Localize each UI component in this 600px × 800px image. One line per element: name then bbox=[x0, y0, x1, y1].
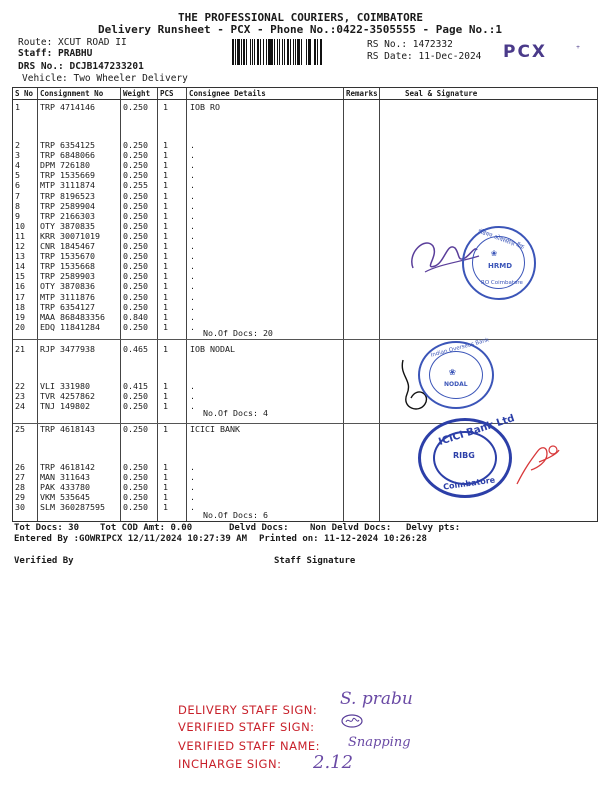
row-consignee-mark: . bbox=[190, 401, 195, 412]
row-weight: 0.250 bbox=[123, 241, 148, 251]
row-pcs: 1 bbox=[163, 200, 168, 211]
delivery-points: Delvy pts: bbox=[406, 523, 461, 533]
printed-on: Printed on: 11-12-2024 10:26:28 bbox=[259, 534, 427, 544]
row-consignment-no: MTP 3111874 bbox=[40, 180, 95, 191]
row-consignment-no: TRP 1535668 bbox=[40, 261, 95, 272]
row-consignment-no: TRP 8196523 bbox=[40, 190, 95, 201]
row-pcs: 1 bbox=[163, 251, 168, 262]
row-sno: 23 bbox=[15, 391, 25, 402]
verified-by-label: Verified By bbox=[14, 556, 74, 566]
row-consignee-mark: . bbox=[190, 462, 195, 472]
delivery-staff-handwritten: S. prabu bbox=[340, 689, 413, 709]
row-weight: 0.250 bbox=[123, 391, 148, 402]
staff-label: Staff: PRABHU bbox=[18, 48, 93, 59]
row-sno: 22 bbox=[15, 381, 25, 391]
col-remarks: Remarks bbox=[346, 89, 378, 98]
row-consignee-mark: . bbox=[190, 482, 195, 493]
row-weight: 0.250 bbox=[123, 160, 148, 171]
row-consignee-mark: . bbox=[190, 170, 195, 181]
row-consignee-mark: . bbox=[190, 291, 195, 302]
verified-staff-sign-label: VERIFIED STAFF SIGN: bbox=[178, 720, 315, 734]
route-label: Route: XCUT ROAD II bbox=[18, 37, 127, 48]
row-pcs: 1 bbox=[163, 344, 168, 354]
incharge-sign-label: INCHARGE SIGN: bbox=[178, 757, 282, 771]
row-pcs: 1 bbox=[163, 301, 168, 312]
row-sno: 12 bbox=[15, 241, 25, 251]
row-weight: 0.250 bbox=[123, 220, 148, 231]
row-weight: 0.250 bbox=[123, 140, 148, 150]
icici-ring: ICICI Bank Ltd bbox=[437, 413, 517, 448]
company-name: THE PROFESSIONAL COURIERS, COIMBATORE bbox=[178, 11, 424, 24]
row-weight: 0.250 bbox=[123, 281, 148, 292]
row-consignee-mark: . bbox=[190, 241, 195, 251]
row-consignee-mark: . bbox=[190, 271, 195, 282]
row-pcs: 1 bbox=[163, 140, 168, 150]
rs-date: RS Date: 11-Dec-2024 bbox=[367, 51, 482, 62]
row-consignment-no: TRP 4618142 bbox=[40, 462, 95, 472]
row-sno: 29 bbox=[15, 492, 25, 503]
drs-number: DRS No.: DCJB147233201 bbox=[18, 61, 144, 72]
row-consignment-no: MTP 3111876 bbox=[40, 291, 95, 302]
row-consignment-no: TRP 2589904 bbox=[40, 200, 95, 211]
row-consignment-no: TRP 6354125 bbox=[40, 140, 95, 150]
row-consignee-mark: . bbox=[190, 210, 195, 221]
icici-stamp bbox=[418, 413, 517, 498]
row-sno: 15 bbox=[15, 271, 25, 282]
row-sno: 13 bbox=[15, 251, 25, 262]
row-consignee-mark: . bbox=[190, 301, 195, 312]
row-consignment-no: MAA 868483356 bbox=[40, 311, 105, 322]
row-weight: 0.250 bbox=[123, 502, 148, 513]
row-pcs: 1 bbox=[163, 170, 168, 181]
row-weight: 0.415 bbox=[123, 381, 148, 391]
runsheet-table bbox=[12, 87, 598, 522]
row-consignment-no: TVR 4257862 bbox=[40, 391, 95, 402]
row-consignment-no: TRP 4618143 bbox=[40, 424, 95, 434]
total-docs: Tot Docs: 30 bbox=[14, 523, 80, 533]
col-pcs: PCS bbox=[160, 89, 174, 98]
row-sno: 5 bbox=[15, 170, 20, 181]
iob-logo-icon: ❀ bbox=[491, 248, 498, 259]
row-sno: 4 bbox=[15, 160, 20, 171]
row-pcs: 1 bbox=[163, 281, 168, 292]
row-consignment-no: TNJ 149802 bbox=[40, 401, 90, 412]
row-weight: 0.250 bbox=[123, 401, 148, 412]
row-weight: 0.250 bbox=[123, 150, 148, 161]
iob-ro-stamp bbox=[462, 226, 536, 300]
row-weight: 0.250 bbox=[123, 301, 148, 312]
row-sno: 24 bbox=[15, 401, 25, 412]
row-sno: 11 bbox=[15, 230, 25, 241]
icici-bottom: Coimbatore bbox=[442, 475, 496, 492]
row-pcs: 1 bbox=[163, 150, 168, 161]
row-consignee-name: IOB NODAL bbox=[190, 344, 235, 354]
row-sno: 7 bbox=[15, 190, 20, 201]
row-weight: 0.250 bbox=[123, 200, 148, 211]
row-sno: 1 bbox=[15, 102, 20, 112]
row-consignment-no: OTY 3870836 bbox=[40, 281, 95, 292]
row-weight: 0.465 bbox=[123, 344, 148, 354]
icici-mid: RIBG bbox=[453, 451, 475, 460]
row-consignment-no: TRP 1535669 bbox=[40, 170, 95, 181]
row-sno: 27 bbox=[15, 472, 25, 483]
iob-nodal-logo-icon: ❀ bbox=[449, 365, 456, 378]
row-consignee-mark: . bbox=[190, 140, 195, 150]
row-consignee-name: IOB RO bbox=[190, 102, 220, 112]
iob-ro-code: HRMD bbox=[488, 262, 513, 270]
row-consignment-no: RJP 3477938 bbox=[40, 344, 95, 354]
row-consignment-no: TRP 6354127 bbox=[40, 301, 95, 312]
row-sno: 21 bbox=[15, 344, 25, 354]
row-sno: 16 bbox=[15, 281, 25, 292]
row-consignment-no: TRP 2166303 bbox=[40, 210, 95, 221]
row-sno: 6 bbox=[15, 180, 20, 191]
col-consignment: Consignment No bbox=[40, 89, 104, 98]
staff-signature-label: Staff Signature bbox=[274, 556, 356, 566]
row-consignment-no: MAN 311643 bbox=[40, 472, 90, 483]
non-delivered-docs: Non Delvd Docs: bbox=[310, 523, 392, 533]
row-pcs: 1 bbox=[163, 502, 168, 513]
row-pcs: 1 bbox=[163, 462, 168, 472]
group-doc-count: No.Of Docs: 4 bbox=[203, 408, 268, 418]
iob-nodal-ring: Indian Overseas Bank bbox=[430, 337, 490, 359]
row-consignee-mark: . bbox=[190, 321, 195, 332]
row-pcs: 1 bbox=[163, 401, 168, 412]
iob-ro-ring: RO Coimbatore bbox=[481, 280, 523, 286]
delivery-staff-sign-label: DELIVERY STAFF SIGN: bbox=[178, 703, 318, 717]
row-sno: 26 bbox=[15, 462, 25, 472]
pcx-logo: PCX bbox=[503, 42, 548, 62]
row-consignee-mark: . bbox=[190, 160, 195, 171]
row-weight: 0.840 bbox=[123, 311, 148, 322]
row-weight: 0.250 bbox=[123, 190, 148, 201]
row-consignment-no: VLI 331980 bbox=[40, 381, 90, 391]
row-consignee-mark: . bbox=[190, 180, 195, 191]
col-sno: S No bbox=[15, 89, 34, 98]
row-pcs: 1 bbox=[163, 482, 168, 493]
row-weight: 0.250 bbox=[123, 261, 148, 272]
row-pcs: 1 bbox=[163, 220, 168, 231]
row-pcs: 1 bbox=[163, 271, 168, 282]
row-sno: 3 bbox=[15, 150, 20, 161]
row-sno: 2 bbox=[15, 140, 20, 150]
row-sno: 10 bbox=[15, 220, 25, 231]
row-weight: 0.250 bbox=[123, 170, 148, 181]
row-pcs: 1 bbox=[163, 321, 168, 332]
row-pcs: 1 bbox=[163, 391, 168, 402]
row-weight: 0.250 bbox=[123, 210, 148, 221]
row-consignment-no: PAK 433780 bbox=[40, 482, 90, 493]
row-consignment-no: DPM 726180 bbox=[40, 160, 90, 171]
row-sno: 14 bbox=[15, 261, 25, 272]
row-sno: 30 bbox=[15, 502, 25, 513]
row-consignee-mark: . bbox=[190, 381, 195, 391]
row-consignment-no: TRP 4714146 bbox=[40, 102, 95, 112]
row-pcs: 1 bbox=[163, 261, 168, 272]
row-consignee-name: ICICI BANK bbox=[190, 424, 240, 434]
entered-by: Entered By :GOWRIPCX 12/11/2024 10:27:39 AM bbox=[14, 534, 247, 544]
row-weight: 0.250 bbox=[123, 424, 148, 434]
col-weight: Weight bbox=[123, 89, 151, 98]
row-sno: 20 bbox=[15, 321, 25, 332]
iob-nodal-stamp bbox=[418, 337, 494, 409]
row-pcs: 1 bbox=[163, 160, 168, 171]
row-weight: 0.250 bbox=[123, 462, 148, 472]
row-consignee-mark: . bbox=[190, 311, 195, 322]
row-pcs: 1 bbox=[163, 230, 168, 241]
verified-staff-initials bbox=[340, 713, 364, 729]
verified-staff-name-handwritten: Snapping bbox=[348, 735, 411, 750]
group-doc-count: No.Of Docs: 20 bbox=[203, 328, 273, 338]
barcode bbox=[232, 39, 323, 65]
row-pcs: 1 bbox=[163, 472, 168, 483]
row-sno: 8 bbox=[15, 200, 20, 211]
row-weight: 0.250 bbox=[123, 102, 148, 112]
row-weight: 0.250 bbox=[123, 291, 148, 302]
row-consignee-mark: . bbox=[190, 230, 195, 241]
row-consignment-no: VKM 535645 bbox=[40, 492, 90, 503]
iob-nodal-code: NODAL bbox=[444, 381, 468, 388]
verified-staff-name-label: VERIFIED STAFF NAME: bbox=[178, 739, 321, 753]
row-consignment-no: EDQ 11841284 bbox=[40, 321, 100, 332]
row-weight: 0.250 bbox=[123, 492, 148, 503]
row-consignee-mark: . bbox=[190, 472, 195, 483]
row-weight: 0.250 bbox=[123, 230, 148, 241]
iob-ro-hindi: इंडियन ओवरसीज़ बैंक bbox=[477, 227, 525, 252]
row-sno: 19 bbox=[15, 311, 25, 322]
row-pcs: 1 bbox=[163, 381, 168, 391]
total-cod: Tot COD Amt: 0.00 bbox=[100, 523, 193, 533]
row-consignee-mark: . bbox=[190, 281, 195, 292]
logo-mark-icon: ⁺ bbox=[575, 44, 582, 55]
row-consignment-no: TRP 2589903 bbox=[40, 271, 95, 282]
group-doc-count: No.Of Docs: 6 bbox=[203, 510, 268, 520]
row-weight: 0.250 bbox=[123, 482, 148, 493]
row-consignee-mark: . bbox=[190, 190, 195, 201]
row-pcs: 1 bbox=[163, 311, 168, 322]
icici-signature bbox=[513, 438, 563, 490]
row-sno: 18 bbox=[15, 301, 25, 312]
col-consignee: Consignee Details bbox=[189, 89, 266, 98]
row-consignee-mark: . bbox=[190, 502, 195, 513]
row-consignment-no: SLM 360287595 bbox=[40, 502, 105, 513]
row-sno: 28 bbox=[15, 482, 25, 493]
row-pcs: 1 bbox=[163, 190, 168, 201]
row-sno: 9 bbox=[15, 210, 20, 221]
row-consignee-mark: . bbox=[190, 261, 195, 272]
col-seal-signature: Seal & Signature bbox=[405, 89, 478, 98]
row-consignment-no: CNR 1845467 bbox=[40, 241, 95, 251]
delivered-docs: Delvd Docs: bbox=[229, 523, 289, 533]
row-weight: 0.250 bbox=[123, 251, 148, 262]
row-pcs: 1 bbox=[163, 492, 168, 503]
vehicle-label: Vehicle: Two Wheeler Delivery bbox=[22, 73, 188, 84]
row-consignee-mark: . bbox=[190, 492, 195, 503]
row-consignee-mark: . bbox=[190, 220, 195, 231]
row-weight: 0.250 bbox=[123, 321, 148, 332]
row-sno: 17 bbox=[15, 291, 25, 302]
row-consignment-no: TRP 6848066 bbox=[40, 150, 95, 161]
row-pcs: 1 bbox=[163, 424, 168, 434]
row-pcs: 1 bbox=[163, 102, 168, 112]
row-consignee-mark: . bbox=[190, 391, 195, 402]
row-sno: 25 bbox=[15, 424, 25, 434]
incharge-handwritten: 2.12 bbox=[313, 752, 354, 773]
row-consignment-no: OTY 3870835 bbox=[40, 220, 95, 231]
row-weight: 0.255 bbox=[123, 180, 148, 191]
row-pcs: 1 bbox=[163, 180, 168, 191]
rs-number: RS No.: 1472332 bbox=[367, 39, 453, 50]
row-weight: 0.250 bbox=[123, 271, 148, 282]
row-consignee-mark: . bbox=[190, 150, 195, 161]
row-consignment-no: KRR 30071019 bbox=[40, 230, 100, 241]
row-consignee-mark: . bbox=[190, 251, 195, 262]
row-consignment-no: TRP 1535670 bbox=[40, 251, 95, 262]
row-pcs: 1 bbox=[163, 291, 168, 302]
row-pcs: 1 bbox=[163, 210, 168, 221]
row-pcs: 1 bbox=[163, 241, 168, 251]
row-weight: 0.250 bbox=[123, 472, 148, 483]
row-consignee-mark: . bbox=[190, 200, 195, 211]
runsheet-title: Delivery Runsheet - PCX - Phone No.:0422-3505555 - Page No.:1 bbox=[98, 23, 502, 36]
